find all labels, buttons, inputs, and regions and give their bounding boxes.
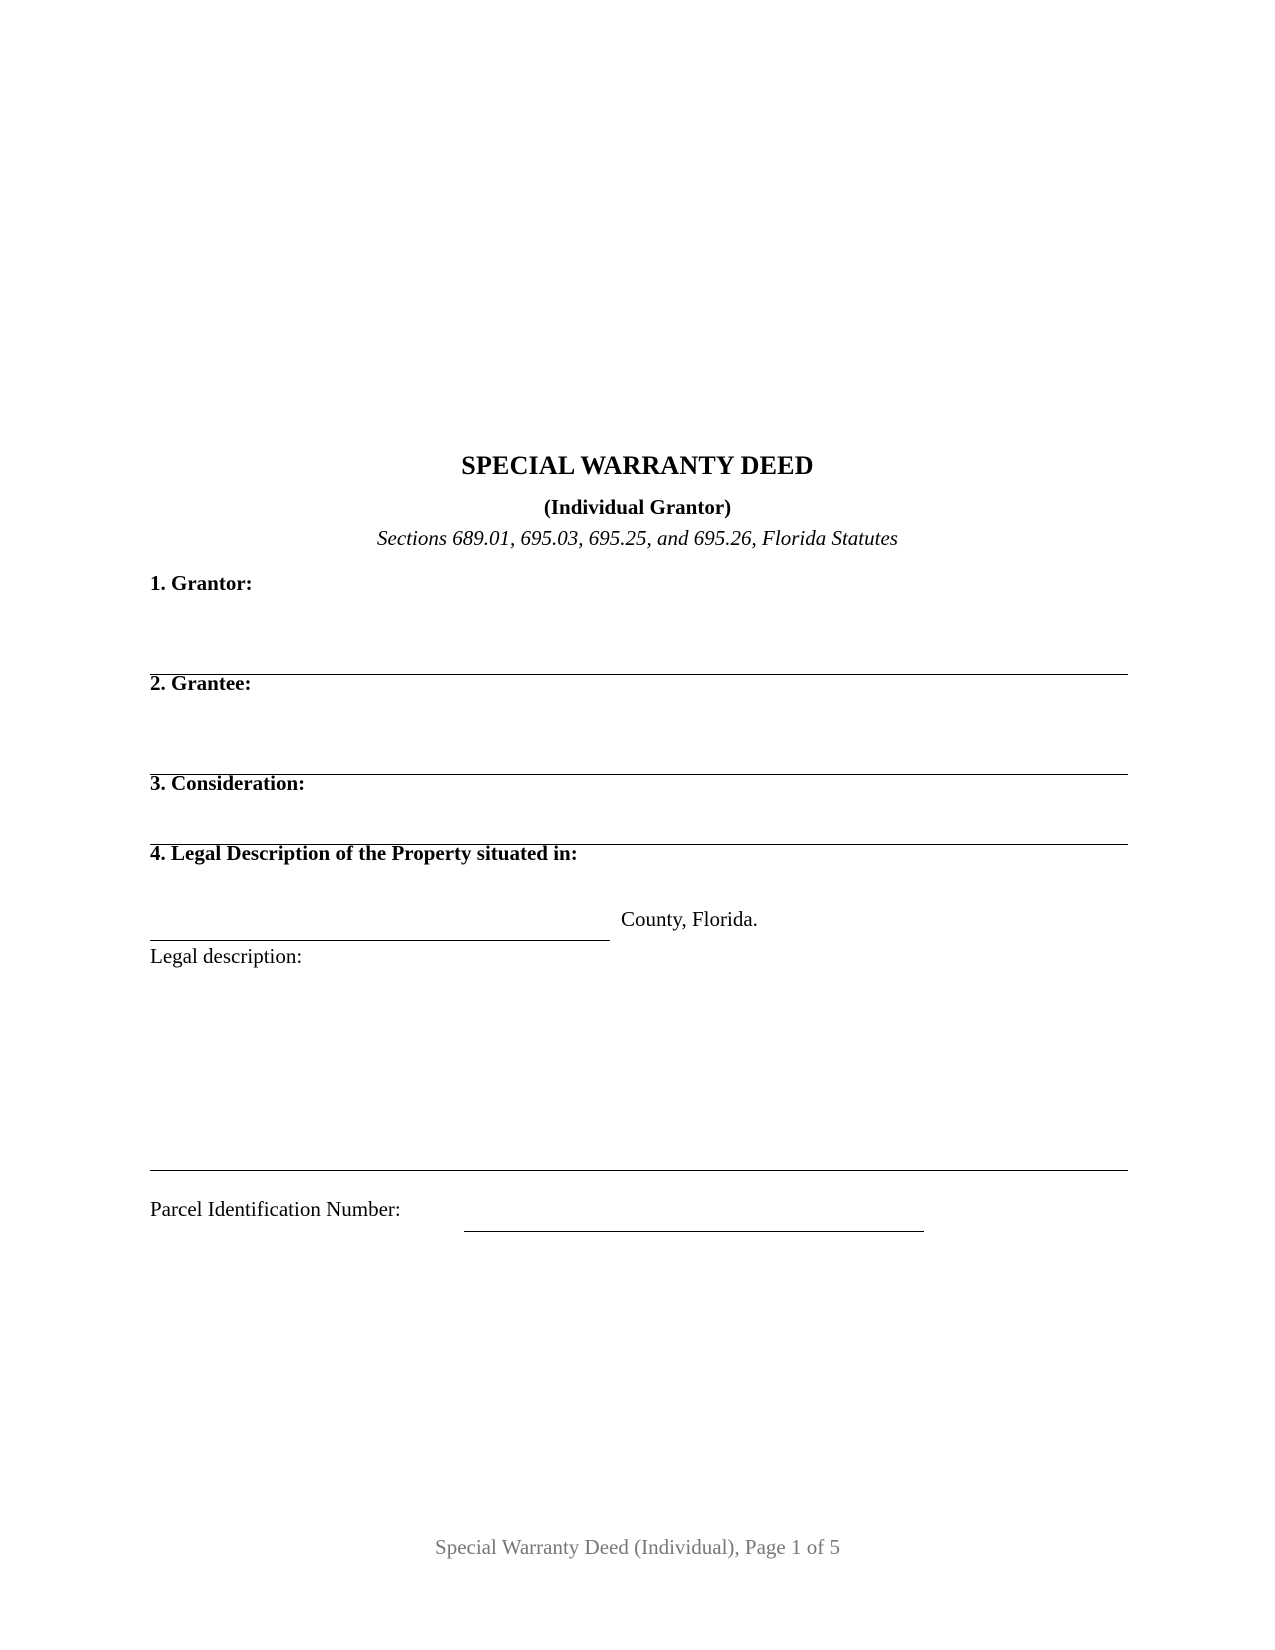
statutes-reference: Sections 689.01, 695.03, 695.25, and 695.26, Florida Statutes [377, 526, 898, 550]
document-title: SPECIAL WARRANTY DEED [461, 451, 814, 480]
grantor-label: 1. Grantor: [150, 571, 253, 595]
legal-description-fill-line[interactable] [150, 1170, 1128, 1171]
consideration-label: 3. Consideration: [150, 771, 306, 795]
parcel-id-fill-line[interactable] [464, 1231, 924, 1232]
county-fill-line[interactable] [150, 940, 610, 941]
page-footer: Special Warranty Deed (Individual), Page 1 of 5 [435, 1535, 840, 1559]
grantee-label: 2. Grantee: [150, 671, 252, 695]
legal-description-heading: 4. Legal Description of the Property situated in: [150, 841, 578, 865]
grantor-fill-line[interactable] [150, 674, 1128, 675]
legal-description-label: Legal description: [150, 944, 303, 968]
document-subtitle: (Individual Grantor) [543, 495, 732, 519]
county-suffix-text: County, Florida. [621, 907, 758, 931]
parcel-id-label: Parcel Identification Number: [150, 1197, 401, 1221]
